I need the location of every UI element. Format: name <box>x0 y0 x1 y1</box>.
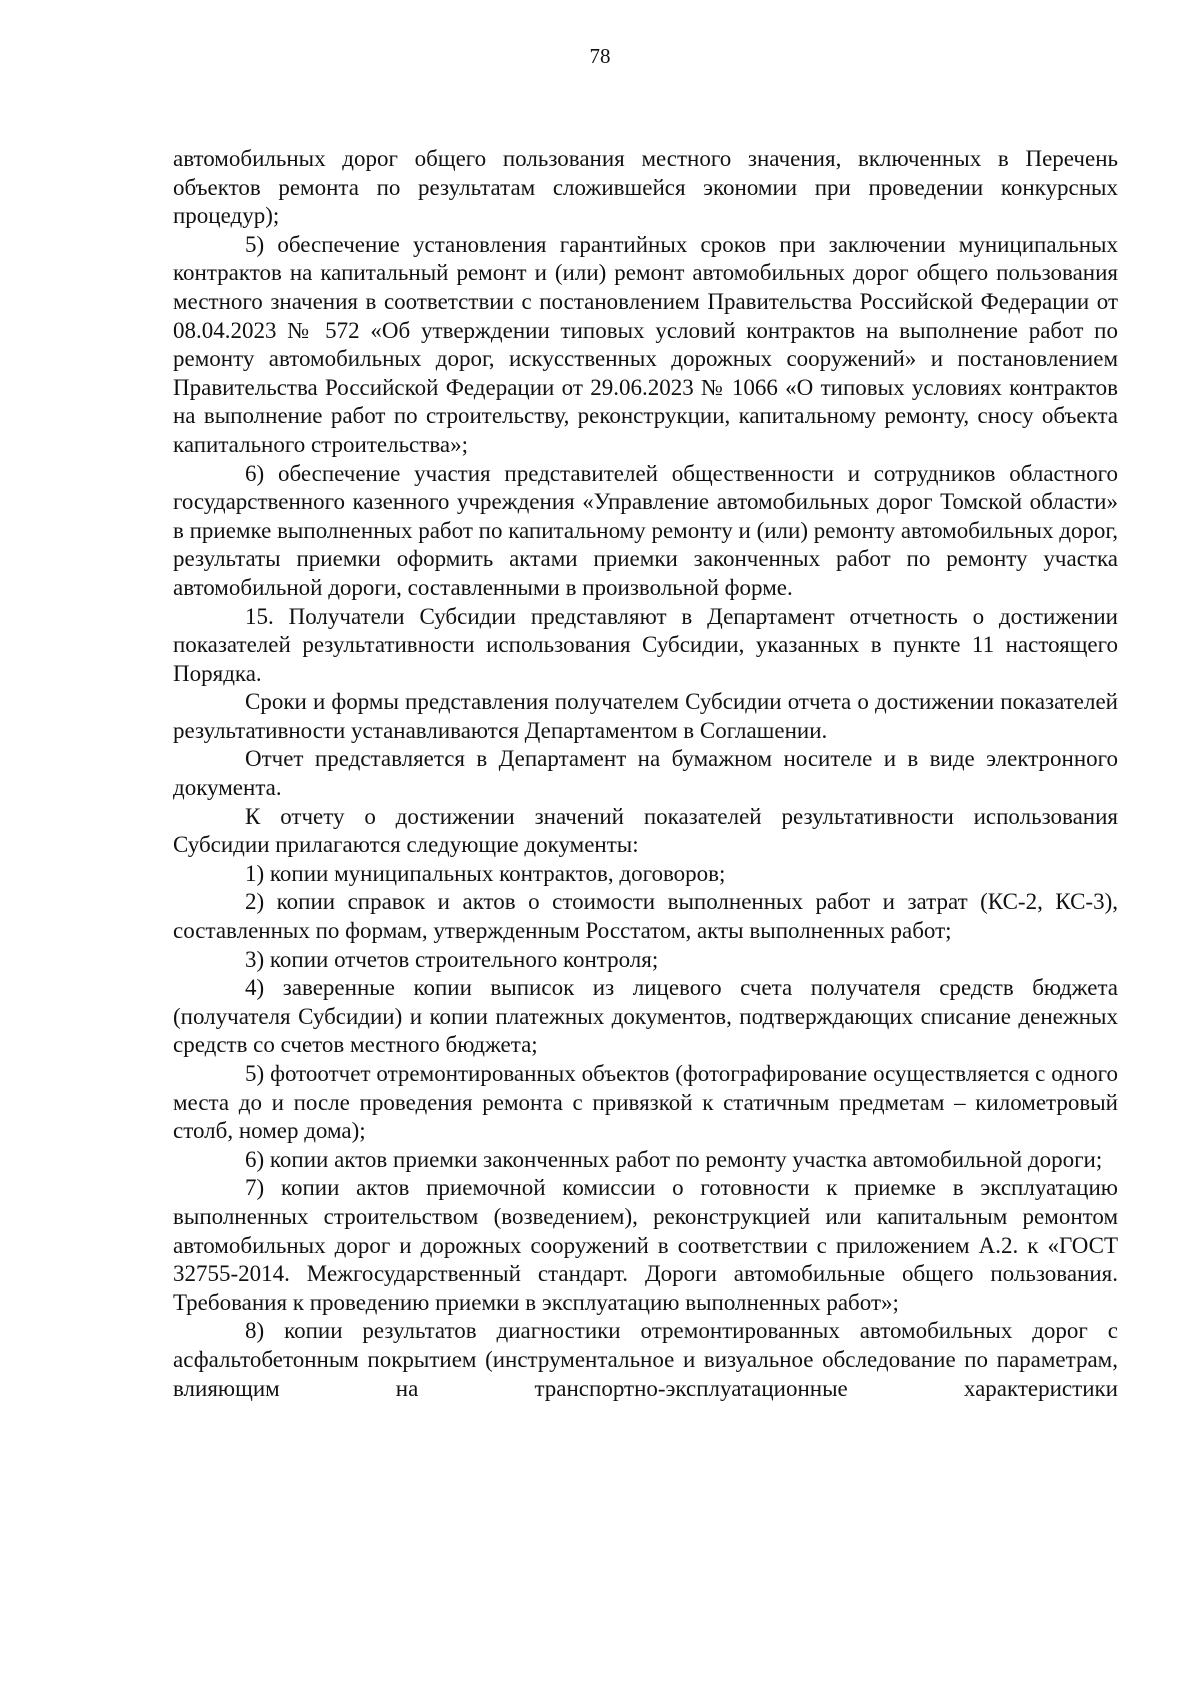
list-item-8: 8) копии результатов диагностики отремонтированных автомобильных дорог с асфальтобетонным покрытием (инструментальное и визуальное обследование по параметрам, влияющим на транспортно-эксплуатационные характеристики <box>173 1318 1118 1401</box>
page-number: 78 <box>589 44 611 68</box>
paragraph-continuation: автомобильных дорог общего пользования местного значения, включенных в Перечень объектов ремонта по результатам сложившейся экономии при проведении конкурсных процедур); <box>173 146 1118 229</box>
paragraph-item-6: 6) обеспечение участия представителей общественности и сотрудников областного государственного казенного учреждения «Управление автомобильных дорог Томской области» в приемке выполненных работ по капитальному ремонту и (или) ремонту автомобильных дорог, результаты приемки оформить актами приемки законченных работ по ремонту участка автомобильной дороги, составленными в произвольной форме. <box>173 460 1118 600</box>
paragraph-item-5: 5) обеспечение установления гарантийных сроков при заключении муниципальных контрактов на капитальный ремонт и (или) ремонт автомобильных дорог общего пользования местного значения в соответствии с постановлением Правительства Российской Федерации от 08.04.2023 № 572 «Об утверждении типовых условий контрактов на выполнение работ по ремонту автомобильных дорог, искусственных дорожных сооружений» и постановлением Правительства Российской Федерации от 29.06.2023 № 1066 «О типовых условиях контрактов на выполнение работ по строительству, реконструкции, капитальному ремонту, сносу объекта капитального строительства»; <box>173 231 1118 457</box>
paragraph-report-format: Отчет представляется в Департамент на бумажном носителе и в виде электронного документа. <box>173 746 1118 801</box>
list-item-2: 2) копии справок и актов о стоимости выполненных работ и затрат (КС-2, КС-3), составленных по формам, утвержденным Росстатом, акты выполненных работ; <box>173 889 1118 944</box>
list-item-7: 7) копии актов приемочной комиссии о готовности к приемке в эксплуатацию выполненных строительством (возведением), реконструкцией или капитальным ремонтом автомобильных дорог и дорожных сооружений в соответствии с приложением А.2. к «ГОСТ 32755-2014. Межгосударственный стандарт. Дороги автомобильные общего пользования. Требования к проведению приемки в эксплуатацию выполненных работ»; <box>173 1175 1118 1315</box>
paragraph-attachments-intro: К отчету о достижении значений показателей результативности использования Субсидии прилагаются следующие документы: <box>173 803 1118 858</box>
list-item-5: 5) фотоотчет отремонтированных объектов (фотографирование осуществляется с одного места до и после проведения ремонта с привязкой к статичным предметам – километровый столб, номер дома); <box>173 1061 1118 1144</box>
list-item-6: 6) копии актов приемки законченных работ по ремонту участка автомобильной дороги; <box>245 1146 1103 1172</box>
list-item-3: 3) копии отчетов строительного контроля; <box>245 946 659 972</box>
document-body <box>173 145 1118 1403</box>
list-item-4: 4) заверенные копии выписок из лицевого счета получателя средств бюджета (получателя Субсидии) и копии платежных документов, подтверждающих списание денежных средств со счетов местного бюджета; <box>173 975 1118 1058</box>
paragraph-report-terms: Сроки и формы представления получателем Субсидии отчета о достижении показателей результативности устанавливаются Департаментом в Соглашении. <box>173 689 1118 743</box>
list-item-1: 1) копии муниципальных контрактов, договоров; <box>245 860 726 886</box>
paragraph-section-15: 15. Получатели Субсидии представляют в Департамент отчетность о достижении показателей результативности использования Субсидии, указанных в пункте 11 настоящего Порядка. <box>173 603 1118 686</box>
